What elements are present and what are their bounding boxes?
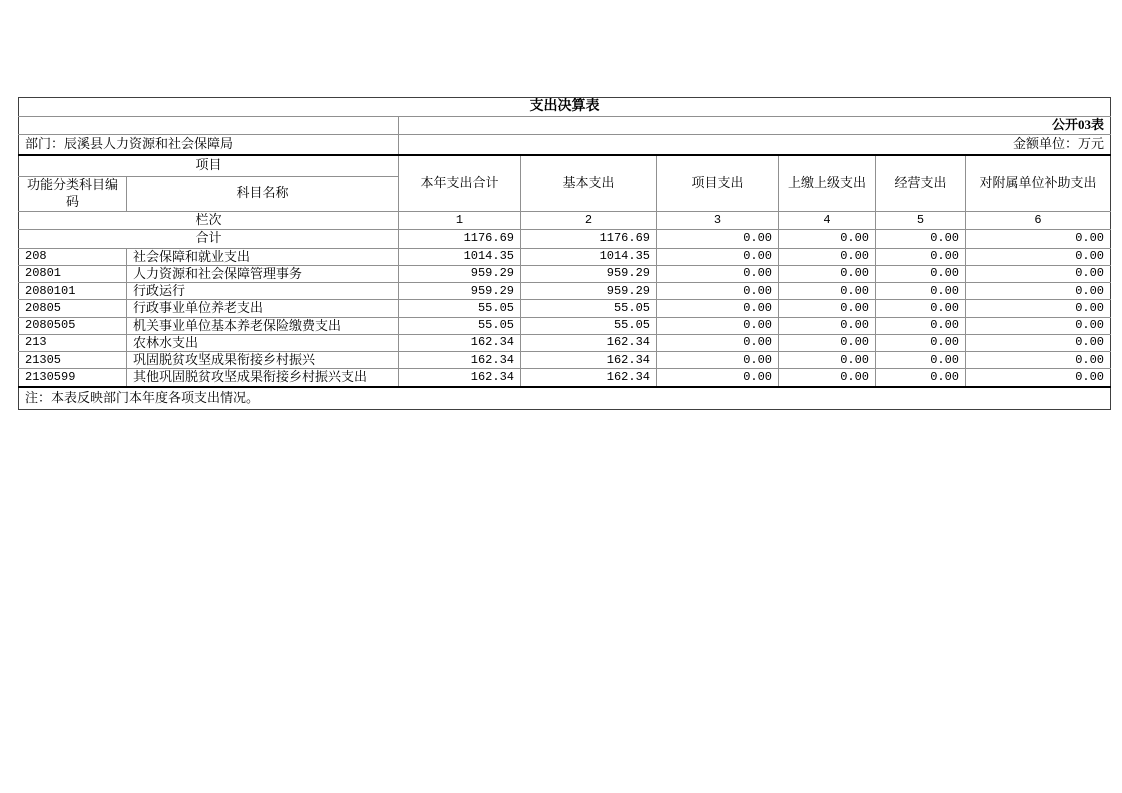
row-subject-name: 行政事业单位养老支出 [127, 300, 399, 317]
row-value: 0.00 [876, 265, 966, 282]
lane-label: 栏次 [19, 211, 399, 229]
total-label: 合计 [19, 229, 399, 248]
row-code: 2080101 [19, 283, 127, 300]
table-row [19, 334, 1111, 351]
lane-number: 3 [657, 211, 779, 229]
row-value: 959.29 [399, 265, 521, 282]
total-value: 1176.69 [521, 229, 657, 248]
page-title: 支出决算表 [19, 98, 1111, 117]
row-value: 0.00 [876, 369, 966, 387]
table-row [19, 352, 1111, 369]
row-value: 162.34 [521, 334, 657, 351]
row-value: 1014.35 [521, 248, 657, 265]
unit-label: 金额单位：万元 [399, 134, 1111, 155]
row-code: 208 [19, 248, 127, 265]
row-value: 162.34 [521, 352, 657, 369]
row-subject-name: 其他巩固脱贫攻坚成果衔接乡村振兴支出 [127, 369, 399, 387]
table-note: 注：本表反映部门本年度各项支出情况。 [19, 387, 1111, 410]
row-subject-name: 机关事业单位基本养老保险缴费支出 [127, 317, 399, 334]
table-row [19, 300, 1111, 317]
expenditure-table [18, 97, 1111, 410]
row-value: 0.00 [966, 334, 1111, 351]
row-value: 162.34 [399, 352, 521, 369]
column-header-code: 功能分类科目编码 [19, 176, 127, 211]
row-code: 2130599 [19, 369, 127, 387]
row-value: 0.00 [779, 369, 876, 387]
row-value: 0.00 [876, 334, 966, 351]
row-value: 0.00 [966, 317, 1111, 334]
row-value: 162.34 [399, 369, 521, 387]
row-value: 959.29 [521, 283, 657, 300]
row-code: 213 [19, 334, 127, 351]
total-value: 1176.69 [399, 229, 521, 248]
table-row [19, 317, 1111, 334]
row-subject-name: 社会保障和就业支出 [127, 248, 399, 265]
row-value: 0.00 [779, 300, 876, 317]
row-value: 0.00 [657, 300, 779, 317]
row-subject-name: 农林水支出 [127, 334, 399, 351]
row-value: 0.00 [657, 283, 779, 300]
row-code: 21305 [19, 352, 127, 369]
table-code-label: 公开03表 [399, 116, 1111, 134]
table-row [19, 265, 1111, 282]
row-value: 0.00 [779, 265, 876, 282]
row-value: 0.00 [966, 248, 1111, 265]
total-value: 0.00 [876, 229, 966, 248]
header-row-group [19, 155, 1111, 177]
data-rows [19, 248, 1111, 387]
row-value: 55.05 [521, 300, 657, 317]
total-row [19, 229, 1111, 248]
row-value: 0.00 [779, 352, 876, 369]
row-value: 0.00 [779, 283, 876, 300]
row-subject-name: 人力资源和社会保障管理事务 [127, 265, 399, 282]
group-header-project: 项目 [19, 155, 399, 177]
row-value: 55.05 [521, 317, 657, 334]
row-value: 0.00 [779, 317, 876, 334]
row-value: 0.00 [876, 317, 966, 334]
total-value: 0.00 [779, 229, 876, 248]
row-value: 0.00 [657, 248, 779, 265]
department-label: 部门：辰溪县人力资源和社会保障局 [19, 134, 399, 155]
row-value: 959.29 [521, 265, 657, 282]
row-value: 0.00 [657, 369, 779, 387]
row-subject-name: 巩固脱贫攻坚成果衔接乡村振兴 [127, 352, 399, 369]
row-value: 55.05 [399, 317, 521, 334]
column-header-subsidy: 对附属单位补助支出 [966, 155, 1111, 212]
row-value: 0.00 [657, 317, 779, 334]
lane-row [19, 211, 1111, 229]
total-value: 0.00 [966, 229, 1111, 248]
lane-number: 1 [399, 211, 521, 229]
row-code: 2080505 [19, 317, 127, 334]
column-header-basic: 基本支出 [521, 155, 657, 212]
title-row [19, 98, 1111, 117]
row-subject-name: 行政运行 [127, 283, 399, 300]
row-value: 55.05 [399, 300, 521, 317]
row-value: 0.00 [876, 283, 966, 300]
lane-number: 5 [876, 211, 966, 229]
row-value: 0.00 [657, 352, 779, 369]
row-value: 0.00 [657, 334, 779, 351]
row-code: 20801 [19, 265, 127, 282]
lane-number: 4 [779, 211, 876, 229]
note-row [19, 387, 1111, 410]
column-header-upper: 上缴上级支出 [779, 155, 876, 212]
table-row [19, 369, 1111, 387]
column-header-operating: 经营支出 [876, 155, 966, 212]
row-value: 0.00 [876, 300, 966, 317]
total-value: 0.00 [657, 229, 779, 248]
row-value: 0.00 [779, 248, 876, 265]
row-value: 959.29 [399, 283, 521, 300]
row-value: 0.00 [779, 334, 876, 351]
lane-number: 6 [966, 211, 1111, 229]
column-header-name: 科目名称 [127, 176, 399, 211]
column-header-total: 本年支出合计 [399, 155, 521, 212]
row-value: 0.00 [966, 265, 1111, 282]
lane-number: 2 [521, 211, 657, 229]
row-value: 0.00 [966, 369, 1111, 387]
row-value: 162.34 [521, 369, 657, 387]
row-value: 162.34 [399, 334, 521, 351]
column-header-project-exp: 项目支出 [657, 155, 779, 212]
table-code-row [19, 116, 1111, 134]
table-row [19, 248, 1111, 265]
row-value: 0.00 [657, 265, 779, 282]
row-code: 20805 [19, 300, 127, 317]
row-value: 1014.35 [399, 248, 521, 265]
table-row [19, 283, 1111, 300]
row-value: 0.00 [966, 300, 1111, 317]
empty-cell [19, 116, 399, 134]
department-row [19, 134, 1111, 155]
row-value: 0.00 [966, 352, 1111, 369]
row-value: 0.00 [876, 248, 966, 265]
row-value: 0.00 [966, 283, 1111, 300]
row-value: 0.00 [876, 352, 966, 369]
